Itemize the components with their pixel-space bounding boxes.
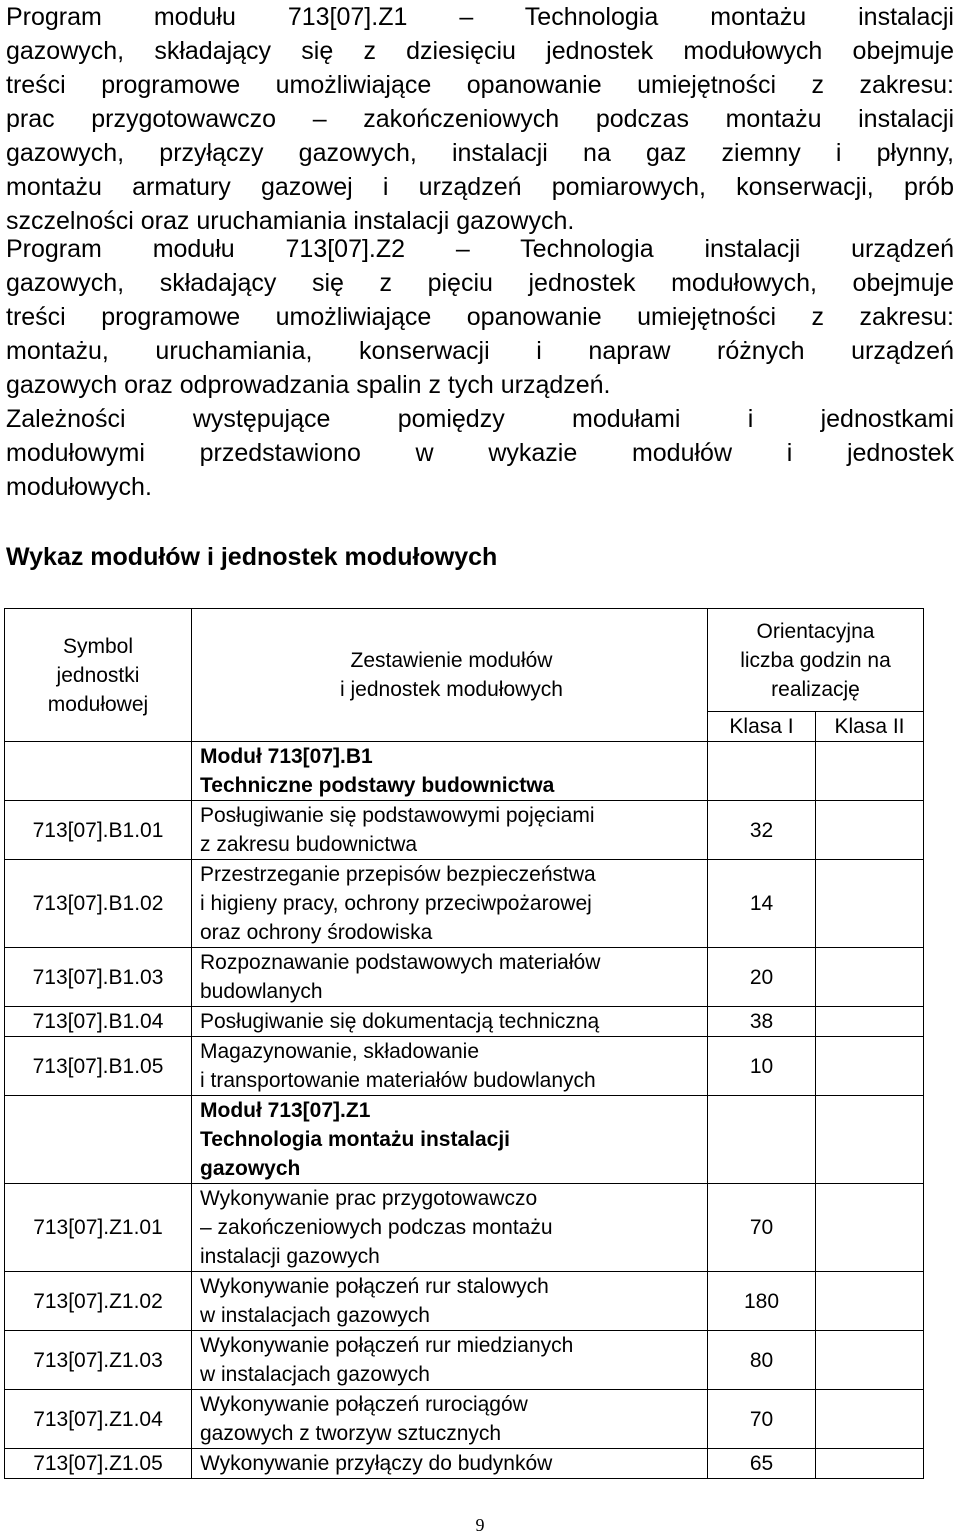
unit-name [192,1007,708,1037]
cell-line: Wykonywanie połączeń rur stalowych [200,1275,549,1298]
cell-line: liczba godzin na [740,648,891,672]
unit-hours-klasa2 [816,1449,924,1479]
table-row [5,1037,924,1096]
unit-hours-klasa2 [816,1037,924,1096]
cell-line: w instalacjach gazowych [200,1304,430,1327]
unit-hours-klasa1: 180 [708,1272,816,1331]
cell-line: jednostki [56,663,140,687]
unit-hours-klasa2 [816,1007,924,1037]
table-row [5,1007,924,1037]
cell-line: modułowej [47,692,149,716]
header-symbol [5,609,192,742]
page-number: 9 [475,1515,485,1535]
unit-symbol: 713[07].B1.01 [5,801,192,860]
unit-name [192,801,708,860]
unit-symbol: 713[07].Z1.01 [5,1184,192,1272]
text-line: treści programowe umożliwiające opanowanie umiejętności z zakresu: [6,303,954,331]
section-heading: Wykaz modułów i jednostek modułowych [6,543,498,571]
module-klasa2-cell [816,1096,924,1184]
unit-hours-klasa1: 20 [708,948,816,1007]
table-row [5,1272,924,1331]
header-klasa-1: Klasa I [708,712,816,742]
unit-name [192,1272,708,1331]
paragraph-z1 [6,0,954,238]
table-row [5,1449,924,1479]
unit-symbol: 713[07].B1.04 [5,1007,192,1037]
text-line: gazowych oraz odprowadzania spalin z tych urządzeń. [6,371,611,399]
cell-line: Wykonywanie prac przygotowawczo [200,1187,538,1210]
table-row [5,948,924,1007]
unit-hours-klasa1: 80 [708,1331,816,1390]
unit-symbol: 713[07].Z1.02 [5,1272,192,1331]
text-line: Zależności występujące pomiędzy modułami i jednostkami [6,405,954,433]
table-row [5,1390,924,1449]
cell-line: Moduł 713[07].B1 [200,745,373,768]
unit-symbol: 713[07].Z1.03 [5,1331,192,1390]
text-line: modułowymi przedstawiono w wykazie modułów i jednostek [6,439,954,467]
unit-hours-klasa1: 65 [708,1449,816,1479]
unit-hours-klasa2 [816,1184,924,1272]
cell-line: Wykonywanie połączeń rur miedzianych [200,1334,574,1357]
unit-hours-klasa1: 32 [708,801,816,860]
unit-name [192,1331,708,1390]
table-row [5,1184,924,1272]
cell-line: Wykonywanie przyłączy do budynków [200,1452,553,1475]
module-klasa1-cell [708,1096,816,1184]
cell-line: i higieny pracy, ochrony przeciwpożarowej [200,892,592,915]
module-symbol-cell [5,742,192,801]
unit-hours-klasa2 [816,1272,924,1331]
modules-table [4,608,924,1479]
unit-symbol: 713[07].B1.03 [5,948,192,1007]
unit-hours-klasa2 [816,801,924,860]
module-klasa2-cell [816,742,924,801]
cell-line: Wykonywanie połączeń rurociągów [200,1393,528,1416]
unit-symbol: 713[07].B1.02 [5,860,192,948]
module-title-cell [192,742,708,801]
unit-symbol: 713[07].B1.05 [5,1037,192,1096]
unit-name [192,1037,708,1096]
cell-line: Orientacyjna [756,619,875,643]
table-row [5,1331,924,1390]
header-orientacyjna [708,609,924,712]
module-symbol-cell [5,1096,192,1184]
text-line: modułowych. [6,473,152,501]
unit-hours-klasa1: 70 [708,1184,816,1272]
table-row [5,801,924,860]
unit-symbol: 713[07].Z1.04 [5,1390,192,1449]
cell-line: Rozpoznawanie podstawowych materiałów [200,951,601,974]
cell-line: Technologia montażu instalacji [200,1128,510,1151]
cell-line: gazowych [200,1157,301,1180]
text-line: gazowych, przyłączy gazowych, instalacji na gaz ziemny i płynny, [6,139,954,167]
unit-symbol: 713[07].Z1.05 [5,1449,192,1479]
paragraph-dependencies [6,402,954,504]
module-klasa1-cell [708,742,816,801]
unit-name [192,860,708,948]
text-line: gazowych, składający się z pięciu jednostek modułowych, obejmuje [6,269,954,297]
table-row [5,860,924,948]
cell-line: budowlanych [200,980,323,1003]
cell-line: z zakresu budownictwa [200,833,418,856]
cell-line: Posługiwanie się podstawowymi pojęciami [200,804,595,827]
cell-line: Moduł 713[07].Z1 [200,1099,371,1122]
cell-line: realizację [771,677,860,701]
unit-name [192,1184,708,1272]
cell-line: i transportowanie materiałów budowlanych [200,1069,596,1092]
header-zestawienie [192,609,708,742]
unit-name [192,948,708,1007]
unit-hours-klasa1: 10 [708,1037,816,1096]
cell-line: instalacji gazowych [200,1245,380,1268]
unit-hours-klasa1: 70 [708,1390,816,1449]
unit-name [192,1390,708,1449]
cell-line: – zakończeniowych podczas montażu [200,1216,553,1239]
cell-line: Techniczne podstawy budownictwa [200,774,555,797]
unit-hours-klasa2 [816,1331,924,1390]
cell-line: i jednostek modułowych [340,678,563,701]
module-title-cell [192,1096,708,1184]
text-line: szczelności oraz uruchamiania instalacji gazowych. [6,207,575,235]
cell-line: gazowych z tworzyw sztucznych [200,1422,502,1445]
text-line: Program modułu 713[07].Z1 – Technologia montażu instalacji [6,3,954,31]
unit-hours-klasa2 [816,1390,924,1449]
unit-hours-klasa1: 14 [708,860,816,948]
paragraph-z2 [6,232,954,402]
text-line: gazowych, składający się z dziesięciu jednostek modułowych obejmuje [6,37,954,65]
unit-hours-klasa2 [816,948,924,1007]
cell-line: Magazynowanie, składowanie [200,1040,479,1063]
text-line: treści programowe umożliwiające opanowanie umiejętności z zakresu: [6,71,954,99]
module-row-b1 [5,742,924,801]
text-line: prac przygotowawczo – zakończeniowych podczas montażu instalacji [6,105,954,133]
cell-line: Posługiwanie się dokumentacją techniczną [200,1010,600,1033]
cell-line: Symbol [62,634,134,658]
text-line: montażu, uruchamiania, konserwacji i napraw różnych urządzeń [6,337,954,365]
header-klasa-2: Klasa II [816,712,924,742]
unit-name [192,1449,708,1479]
cell-line: Przestrzeganie przepisów bezpieczeństwa [200,863,596,886]
unit-hours-klasa1: 38 [708,1007,816,1037]
table-header-row [5,609,924,712]
cell-line: oraz ochrony środowiska [200,921,433,944]
cell-line: w instalacjach gazowych [200,1363,430,1386]
text-line: montażu armatury gazowej i urządzeń pomiarowych, konserwacji, prób [6,173,954,201]
text-line: Program modułu 713[07].Z2 – Technologia instalacji urządzeń [6,235,954,263]
unit-hours-klasa2 [816,860,924,948]
module-row-z1 [5,1096,924,1184]
cell-line: Zestawienie modułów [350,649,553,672]
